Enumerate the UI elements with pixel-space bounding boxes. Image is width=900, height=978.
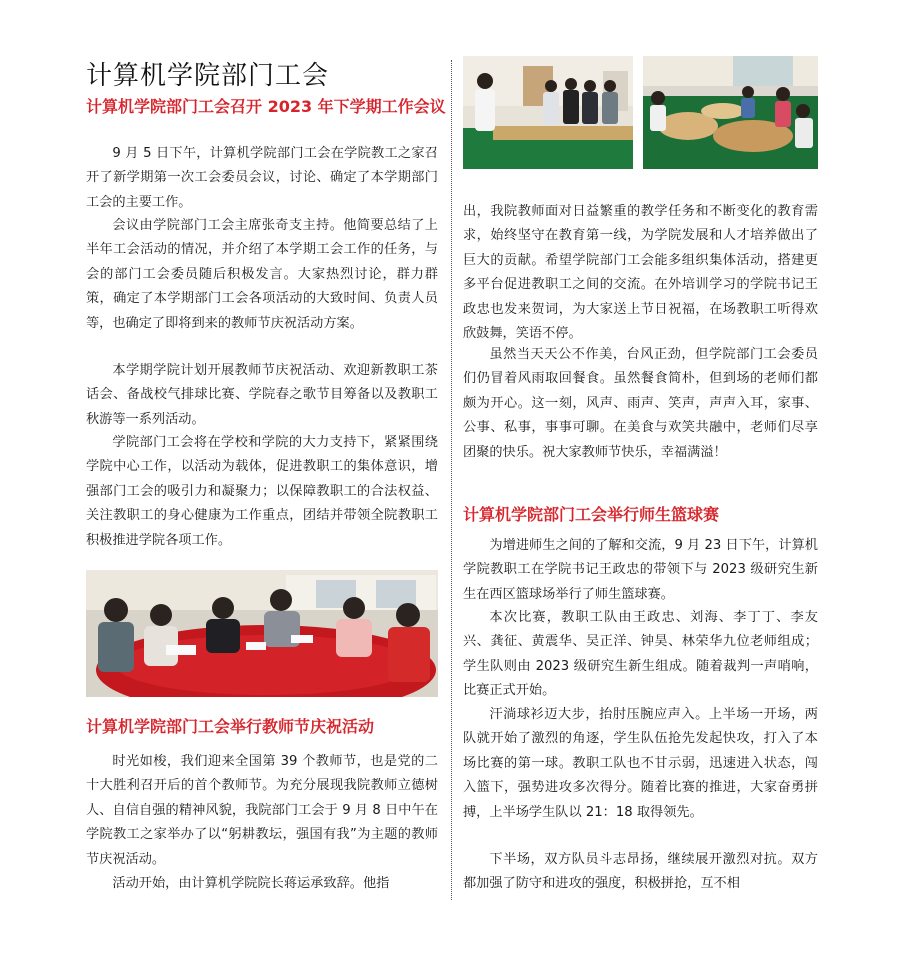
article-1-paragraph: 学院部门工会将在学校和学院的大力支持下，紧紧围绕学院中心工作，以活动为载体，促进教职工的集体意识，增强部门工会的吸引力和凝聚力；以保障教职工的合法权益、关注教职工的身心健康为工作重点，团结并带领全院教职工积极推进学院各项工作。: [86, 435, 438, 548]
article-3-paragraph: 为增进师生之间的了解和交流，9 月 23 日下午，计算机学院教职工在学院书记王政忠的带领下与 2023 级研究生新生在西区篮球场举行了师生篮球赛。: [463, 538, 818, 602]
article-3-paragraph: 下半场，双方队员斗志昂扬，继续展开激烈对抗。双方都加强了防守和进攻的强度，积极拼抢，互不相: [463, 852, 818, 892]
article-1-headline: 计算机学院部门工会召开 2023 年下学期工作会议: [86, 97, 446, 116]
article-3-headline: 计算机学院部门工会举行师生篮球赛: [463, 505, 720, 524]
article-2-paragraph: 时光如梭，我们迎来全国第 39 个教师节，也是党的二十大胜利召开后的首个教师节。为充分展现我院教师立德树人、自信自强的精神风貌，我院部门工会于 9 月 8 日中午在学院教工之家举办了以“躬耕教坛，强国有我”为主题的教师节庆祝活动。: [86, 754, 438, 867]
meeting-photo: [86, 570, 438, 697]
article-2-paragraph: 活动开始，由计算机学院院长蒋运承致辞。他指: [112, 876, 390, 891]
celebration-photo-speech: [463, 56, 633, 169]
article-2-headline: 计算机学院部门工会举行教师节庆祝活动: [86, 717, 375, 736]
article-1-paragraph: 本学期学院计划开展教师节庆祝活动、欢迎新教职工茶话会、备战校气排球比赛、学院春之歌节目筹备以及教职工秋游等一系列活动。: [86, 363, 438, 427]
article-1-paragraph: 9 月 5 日下午，计算机学院部门工会在学院教工之家召开了新学期第一次工会委员会议，讨论、确定了本学期部门工会的主要工作。: [86, 146, 438, 210]
article-2-paragraph: 虽然当天天公不作美，台风正劲，但学院部门工会委员们仍冒着风雨取回餐食。虽然餐食简朴，但到场的老师们都颇为开心。这一刻，风声、雨声、笑声，声声入耳，家事、公事、私事，事事可聊。在美食与欢笑共融中，老师们尽享团聚的快乐。祝大家教师节快乐，幸福满溢！: [463, 347, 818, 460]
article-1-paragraph: 会议由学院部门工会主席张奇支主持。他简要总结了上半年工会活动的情况，并介绍了本学期工会工作的任务，与会的部门工会委员随后积极发言。大家热烈讨论，群力群策，确定了本学期部门工会各项活动的大致时间、负责人员等，也确定了即将到来的教师节庆祝活动方案。: [86, 218, 438, 331]
celebration-photo-dinner: [643, 56, 818, 169]
article-3-paragraph: 汗淌球衫迈大步，抬肘压腕应声入。上半场一开场，两队就开始了激烈的角逐，学生队伍抢先发起快攻，打入了本场比赛的第一球。教职工队也不甘示弱，迅速进入状态，闯入篮下，强势进攻多次得分。随着比赛的推进，大家奋勇拼搏，上半场学生队以 21：18 取得领先。: [463, 707, 818, 820]
page-title: 计算机学院部门工会: [86, 61, 330, 91]
article-2-paragraph: 出，我院教师面对日益繁重的教学任务和不断变化的教育需求，始终坚守在教育第一线，为学院发展和人才培养做出了巨大的贡献。希望学院部门工会能多组织集体活动，搭建更多平台促进教职工之间的交流。在外培训学习的学院书记王政忠也发来贺词，为大家送上节日祝福，在场教职工听得欢欣鼓舞，笑语不停。: [463, 204, 818, 342]
column-divider: [451, 60, 452, 900]
article-3-paragraph: 本次比赛，教职工队由王政忠、刘海、李丁丁、李友兴、龚征、黄震华、吴正洋、钟昊、林荣华九位老师组成；学生队则由 2023 级研究生新生组成。随着裁判一声哨响，比赛正式开始。: [463, 610, 818, 699]
